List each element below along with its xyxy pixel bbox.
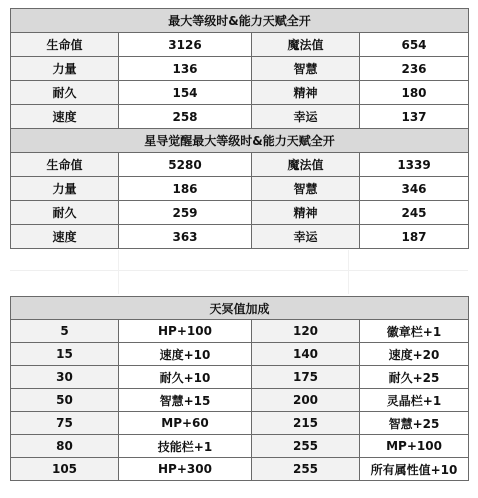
stat-value: 1339 xyxy=(360,153,469,177)
stats-section1-title: 最大等级时&能力天赋全开 xyxy=(11,9,469,33)
bonus-header-row xyxy=(11,297,469,320)
bonus-threshold: 200 xyxy=(252,389,360,412)
stat-value: 346 xyxy=(360,177,469,201)
bonus-threshold: 140 xyxy=(252,343,360,366)
stat-value: 5280 xyxy=(119,153,252,177)
table-row xyxy=(11,225,469,249)
bonus-threshold: 50 xyxy=(11,389,119,412)
table-row xyxy=(11,33,469,57)
stat-label: 魔法值 xyxy=(252,33,360,57)
stat-value: 3126 xyxy=(119,33,252,57)
table-row xyxy=(11,435,469,458)
stat-label: 魔法值 xyxy=(252,153,360,177)
stats-section2-title: 星导觉醒最大等级时&能力天赋全开 xyxy=(11,129,469,153)
bonus-effect: 速度+10 xyxy=(119,343,252,366)
stat-value: 136 xyxy=(119,57,252,81)
table-row xyxy=(11,458,469,481)
stat-value: 363 xyxy=(119,225,252,249)
bonus-effect: 徽章栏+1 xyxy=(360,320,469,343)
table-row xyxy=(11,412,469,435)
bonus-effect: 智慧+25 xyxy=(360,412,469,435)
table-row xyxy=(11,201,469,225)
stat-value: 259 xyxy=(119,201,252,225)
stat-value: 245 xyxy=(360,201,469,225)
stat-label: 精神 xyxy=(252,201,360,225)
bonus-threshold: 80 xyxy=(11,435,119,458)
stat-label: 幸运 xyxy=(252,105,360,129)
stat-label: 速度 xyxy=(11,225,119,249)
stat-label: 力量 xyxy=(11,177,119,201)
stat-label: 智慧 xyxy=(252,57,360,81)
bonus-effect: 耐久+10 xyxy=(119,366,252,389)
stat-value: 187 xyxy=(360,225,469,249)
bonus-effect: 所有属性值+10 xyxy=(360,458,469,481)
bonus-threshold: 30 xyxy=(11,366,119,389)
stat-value: 236 xyxy=(360,57,469,81)
bonus-threshold: 120 xyxy=(252,320,360,343)
bonus-table xyxy=(10,296,469,481)
stat-label: 力量 xyxy=(11,57,119,81)
bonus-table-title: 天冥值加成 xyxy=(11,297,469,320)
bonus-effect: 智慧+15 xyxy=(119,389,252,412)
table-row xyxy=(11,57,469,81)
divider xyxy=(348,250,349,294)
bonus-effect: 技能栏+1 xyxy=(119,435,252,458)
bonus-effect: MP+60 xyxy=(119,412,252,435)
stat-label: 耐久 xyxy=(11,81,119,105)
stat-label: 生命值 xyxy=(11,153,119,177)
bonus-effect: 速度+20 xyxy=(360,343,469,366)
bonus-threshold: 5 xyxy=(11,320,119,343)
divider xyxy=(118,250,119,294)
stats-table xyxy=(10,8,469,249)
table-row xyxy=(11,153,469,177)
bonus-effect: HP+300 xyxy=(119,458,252,481)
bonus-effect: HP+100 xyxy=(119,320,252,343)
stat-value: 186 xyxy=(119,177,252,201)
stat-label: 耐久 xyxy=(11,201,119,225)
stat-label: 智慧 xyxy=(252,177,360,201)
table-row xyxy=(11,81,469,105)
stat-label: 生命值 xyxy=(11,33,119,57)
stats-section1-header-row xyxy=(11,9,469,33)
stat-value: 180 xyxy=(360,81,469,105)
stats-section2-header-row xyxy=(11,129,469,153)
bonus-threshold: 75 xyxy=(11,412,119,435)
table-row xyxy=(11,105,469,129)
table-row xyxy=(11,343,469,366)
stat-value: 154 xyxy=(119,81,252,105)
stat-value: 654 xyxy=(360,33,469,57)
bonus-effect: 灵晶栏+1 xyxy=(360,389,469,412)
bonus-threshold: 15 xyxy=(11,343,119,366)
table-row xyxy=(11,389,469,412)
bonus-threshold: 215 xyxy=(252,412,360,435)
stat-label: 精神 xyxy=(252,81,360,105)
bonus-threshold: 175 xyxy=(252,366,360,389)
bonus-threshold: 255 xyxy=(252,435,360,458)
table-row xyxy=(11,177,469,201)
stat-value: 137 xyxy=(360,105,469,129)
bonus-effect: MP+100 xyxy=(360,435,469,458)
bonus-threshold: 105 xyxy=(11,458,119,481)
bonus-effect: 耐久+25 xyxy=(360,366,469,389)
table-row xyxy=(11,366,469,389)
stat-value: 258 xyxy=(119,105,252,129)
stat-label: 幸运 xyxy=(252,225,360,249)
table-row xyxy=(11,320,469,343)
stat-label: 速度 xyxy=(11,105,119,129)
bonus-threshold: 255 xyxy=(252,458,360,481)
divider xyxy=(10,270,468,271)
